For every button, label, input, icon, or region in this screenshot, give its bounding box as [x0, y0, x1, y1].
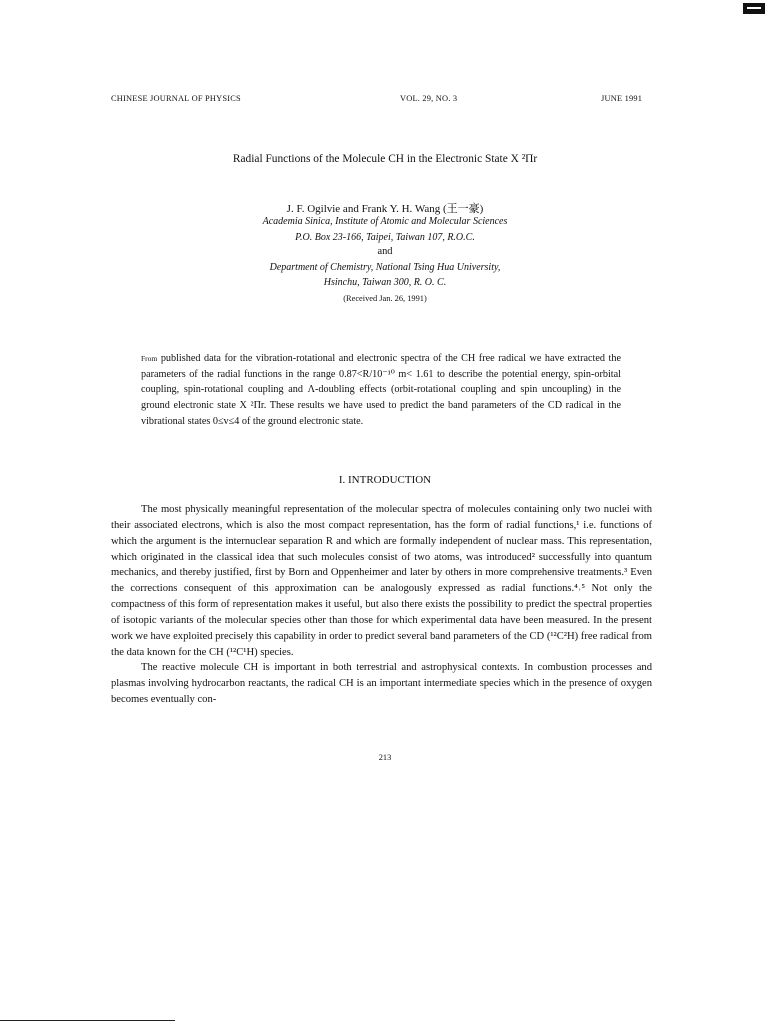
abstract-text: published data for the vibration-rotational and electronic spectra of the CH free radical we have extracted the parameters of the radial functions in the range 0.87<R/10⁻¹⁰ m< 1.61 to describe the potential energy, spin-orbital coupling, spin-rotational coupling and Λ-doubling effects (orbit-rotational coupling and spin uncoupling) in the ground electronic state X ²Πr. These results we have used to predict the band parameters of the CD radical in the vibrational states 0≤v≤4 of the ground electronic state. — [141, 353, 621, 427]
volume-info: VOL. 29, NO. 3 — [400, 94, 458, 103]
received-date: (Received Jan. 26, 1991) — [343, 294, 427, 303]
body-text — [111, 502, 652, 708]
affiliation-line: P.O. Box 23-166, Taipei, Taiwan 107, R.O.C. — [295, 232, 475, 243]
issue-date: JUNE 1991 — [601, 94, 643, 103]
affiliation-line: Department of Chemistry, National Tsing Hua University, — [269, 262, 501, 273]
abstract-lead: From — [141, 354, 158, 363]
paragraph: The reactive molecule CH is important in both terrestrial and astrophysical contexts. In combustion processes and plasmas involving hydrocarbon reactants, the radical CH is an important intermediate species which in the presence of oxygen becomes eventually con- — [111, 662, 652, 706]
abstract — [141, 351, 621, 430]
affiliation-line: Academia Sinica, Institute of Atomic and Molecular Sciences — [262, 216, 508, 227]
affiliation-line: Hsinchu, Taiwan 300, R. O. C. — [323, 277, 447, 288]
paper-title: Radial Functions of the Molecule CH in the Electronic State X ²Πr — [232, 153, 538, 165]
paragraph: The most physically meaningful representation of the molecular spectra of molecules containing only two nuclei with their associated electrons, which is also the most compact representation, has the form of radial functions,¹ i.e. functions of which the argument is the internuclear separation R and which are formally independent of nuclear mass. This representation, which originated in the classical idea that such molecules consist of two atoms, was introduced² successfully into quantum mechanics, and thereby justified, first by Born and Oppenheimer and later by others in more comprehensive treatments.³ Even the corrections consequent of this approximation can be analogously expressed as radial functions.⁴˒⁵ Not only the compactness of this form of representation makes it useful, but also there exists the possibility to predict the spectral properties of isotopic variants of the molecular species other than those for which experimental data have been measured. In the present work we have exploited precisely this capability in order to predict several band parameters of the CD (¹²C²H) free radical from the data known for the CH (¹²C¹H) species. — [111, 504, 652, 658]
section-heading: I. INTRODUCTION — [338, 474, 432, 486]
publisher-logo-icon — [743, 3, 765, 14]
footnote-rule — [0, 1020, 175, 1021]
page-number: 213 — [378, 753, 392, 762]
journal-name: CHINESE JOURNAL OF PHYSICS — [111, 94, 241, 103]
affiliation-conjunction: and — [377, 246, 393, 257]
authors: J. F. Ogilvie and Frank Y. H. Wang (王一豪) — [286, 203, 484, 215]
